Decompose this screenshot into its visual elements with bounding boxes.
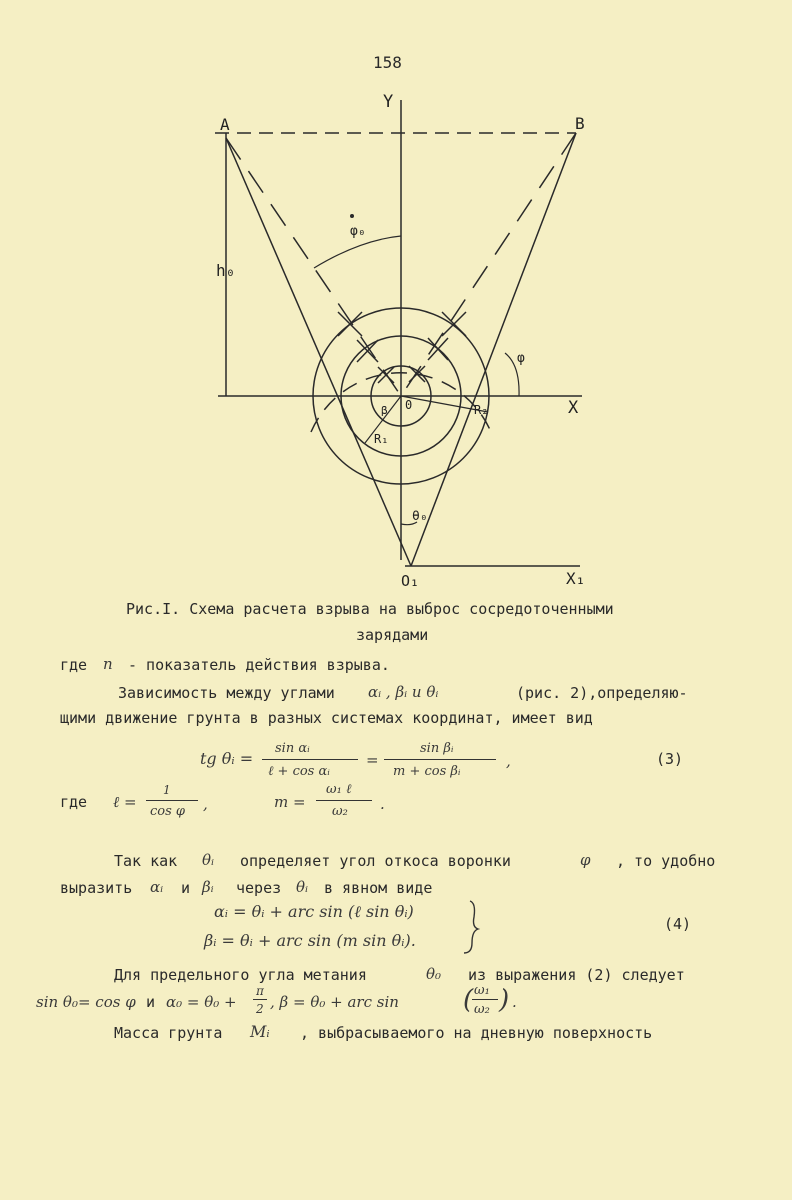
since-phi: φ: [580, 851, 591, 869]
mass-a: Масса грунта: [114, 1024, 223, 1042]
label-phi0: φ₀: [350, 224, 366, 239]
mass-sym: Mᵢ: [250, 1022, 270, 1041]
eq3-den1: ℓ + cos αᵢ: [268, 764, 330, 779]
lim-eq-a: sin θ₀= cos φ: [36, 993, 136, 1011]
since-sym: θᵢ: [202, 851, 215, 869]
label-theta0: θ₀: [412, 509, 428, 524]
figure-caption-line1: Рис.I. Схема расчета взрыва на выброс сосредоточенными: [126, 600, 614, 618]
dashed-ray-right: [401, 133, 576, 396]
label-x1: X₁: [566, 569, 586, 588]
eq3-eq: =: [366, 751, 379, 769]
where2-prefix: где: [60, 793, 88, 811]
where-n-prefix: где: [60, 656, 88, 674]
lim-eq-den: ω₂: [474, 1002, 490, 1017]
m-def-num: ω₁ ℓ: [326, 782, 352, 797]
since-a: Так как: [114, 852, 178, 870]
limit-sym: θ₀: [426, 965, 442, 983]
l-def-lhs: ℓ =: [113, 793, 137, 811]
eq3-comma: ,: [506, 752, 511, 770]
dep-line1-a: Зависимость между углами: [118, 684, 335, 702]
label-point-b: B: [575, 114, 585, 133]
label-x-axis: X: [568, 398, 579, 418]
label-r1: R₁: [374, 432, 389, 446]
phi0-dot: [350, 214, 354, 218]
l-def-comma: ,: [203, 795, 208, 813]
m-def-dot: .: [380, 795, 385, 813]
limit-b: из выражения (2) следует: [468, 966, 685, 984]
lim-eq-pi: π: [256, 984, 264, 998]
eq3-lhs: tg θᵢ =: [200, 749, 254, 768]
eq4-number: (4): [664, 915, 692, 933]
lim-eq-num: ω₁: [474, 983, 490, 998]
label-origin: 0: [405, 398, 413, 412]
figure-caption-line2: зарядами: [356, 626, 429, 644]
m-def-den: ω₂: [332, 804, 348, 819]
label-phi: φ: [517, 351, 525, 366]
lim-eq-paren-close: ): [499, 985, 510, 1015]
dep-line1-sym: αᵢ , βᵢ и θᵢ: [368, 683, 439, 701]
express-a: выразить: [60, 879, 133, 897]
express-b: через: [236, 879, 282, 897]
l-def-bar: [146, 800, 198, 801]
eq3-num2: sin βᵢ: [420, 741, 454, 756]
express-c: в явном виде: [324, 879, 433, 897]
label-o1: O₁: [401, 572, 420, 590]
eq3-num1: sin αᵢ: [275, 741, 310, 756]
crater-left-side: [226, 138, 411, 566]
label-r2: R₂: [474, 403, 489, 417]
lim-eq-dot: .: [512, 993, 517, 1011]
where-n-symbol: n: [103, 655, 113, 673]
label-beta: β: [381, 404, 388, 417]
eq3-frac2-bar: [384, 759, 496, 760]
label-y-axis: Y: [383, 92, 394, 112]
limit-a: Для предельного угла метания: [114, 966, 367, 984]
label-h0: h₀: [216, 261, 236, 280]
since-c: , то удобно: [616, 852, 716, 870]
dashed-ray-left: [226, 138, 401, 396]
lim-eq-and: и: [146, 993, 156, 1011]
eq4-brace: [462, 897, 482, 957]
l-def-den: cos φ: [150, 804, 186, 819]
eq4-line1: αᵢ = θᵢ + arc sin (ℓ sin θᵢ): [214, 902, 414, 921]
express-and: и: [181, 879, 191, 897]
eq3-number: (3): [656, 750, 684, 768]
eq3-frac1-bar: [262, 759, 358, 760]
lim-eq-b: α₀ = θ₀ +: [166, 993, 237, 1011]
l-def-num: 1: [163, 783, 171, 797]
since-b: определяет угол откоса воронки: [240, 852, 511, 870]
page-number: 158: [373, 53, 402, 72]
mass-b: , выбрасываемого на дневную поверхность: [300, 1024, 653, 1042]
lim-eq-frac-bar: [472, 999, 498, 1000]
label-point-a: A: [220, 115, 230, 134]
lim-eq-paren-open: (: [463, 985, 474, 1015]
where-n-rest: - показатель действия взрыва.: [128, 656, 390, 674]
crater-right-side: [411, 133, 576, 566]
phi0-arc: [314, 236, 401, 268]
m-def-lhs: m =: [274, 793, 306, 811]
eq4-line2: βᵢ = θᵢ + arc sin (m sin θᵢ).: [204, 931, 416, 950]
lim-eq-two: 2: [256, 1002, 264, 1016]
express-alpha: αᵢ: [150, 878, 164, 896]
eq3-den2: m + cos βᵢ: [393, 764, 461, 779]
dep-line1-b: (рис. 2),определяю-: [516, 684, 688, 702]
m-def-bar: [316, 800, 372, 801]
express-theta: θᵢ: [296, 878, 309, 896]
lim-eq-c: , β = θ₀ + arc sin: [270, 993, 399, 1011]
express-beta: βᵢ: [202, 878, 214, 896]
dep-line2: щими движение грунта в разных системах координат, имеет вид: [60, 709, 593, 727]
